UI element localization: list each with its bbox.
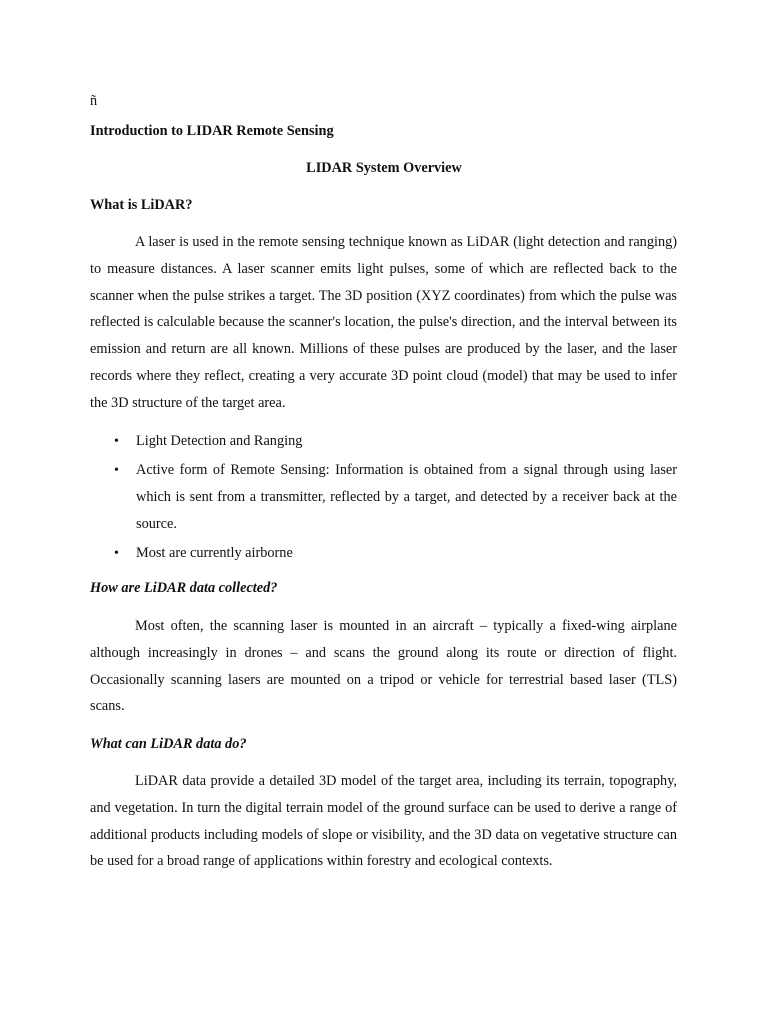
list-item-text: Light Detection and Ranging [136, 433, 303, 449]
section-title: LIDAR System Overview [306, 160, 462, 176]
list-item-text: Active form of Remote Sensing: Information is obtained from a signal through using laser which is sent from a transmitter, reflected by a target, and detected by a receiver back at the source. [136, 462, 677, 532]
list-item [90, 428, 677, 455]
list-item-text: Most are currently airborne [136, 545, 293, 561]
question-what-is-lidar: What is LiDAR? [90, 197, 193, 213]
bullet-list [90, 428, 677, 569]
list-item [90, 457, 677, 538]
question-what-can-do: What can LiDAR data do? [90, 736, 247, 752]
stray-character: ñ [90, 93, 98, 109]
paragraph-what-can-do: LiDAR data provide a detailed 3D model of the target area, including its terrain, topography, and vegetation. In turn the digital terrain model of the ground surface can be used to derive a range of additional products including models of slope or visibility, and the 3D data on vegetative structure can be used for a broad range of applications within forestry and ecological contexts. [90, 773, 677, 870]
bullet-icon: • [114, 463, 119, 478]
bullet-icon: • [114, 546, 119, 561]
main-heading: Introduction to LIDAR Remote Sensing [90, 123, 334, 139]
bullet-icon: • [114, 434, 119, 449]
list-item [90, 540, 677, 567]
paragraph-what-is-lidar: A laser is used in the remote sensing technique known as LiDAR (light detection and ranging) to measure distances. A laser scanner emits light pulses, some of which are reflected back to the scanner when the pulse strikes a target. The 3D position (XYZ coordinates) from which the pulse was reflected is calculable because the scanner's location, the pulse's direction, and the interval between its emission and return are all known. Millions of these pulses are produced by the laser, and the laser records where they reflect, creating a very accurate 3D point cloud (model) that may be used to infer the 3D structure of the target area. [90, 234, 677, 411]
paragraph-how-collected: Most often, the scanning laser is mounted in an aircraft – typically a fixed-wing airplane although increasingly in drones – and scans the ground along its route or direction of flight. Occasionally scanning lasers are mounted on a tripod or vehicle for terrestrial based laser (TLS) scans. [90, 618, 677, 715]
question-how-collected: How are LiDAR data collected? [90, 580, 278, 596]
